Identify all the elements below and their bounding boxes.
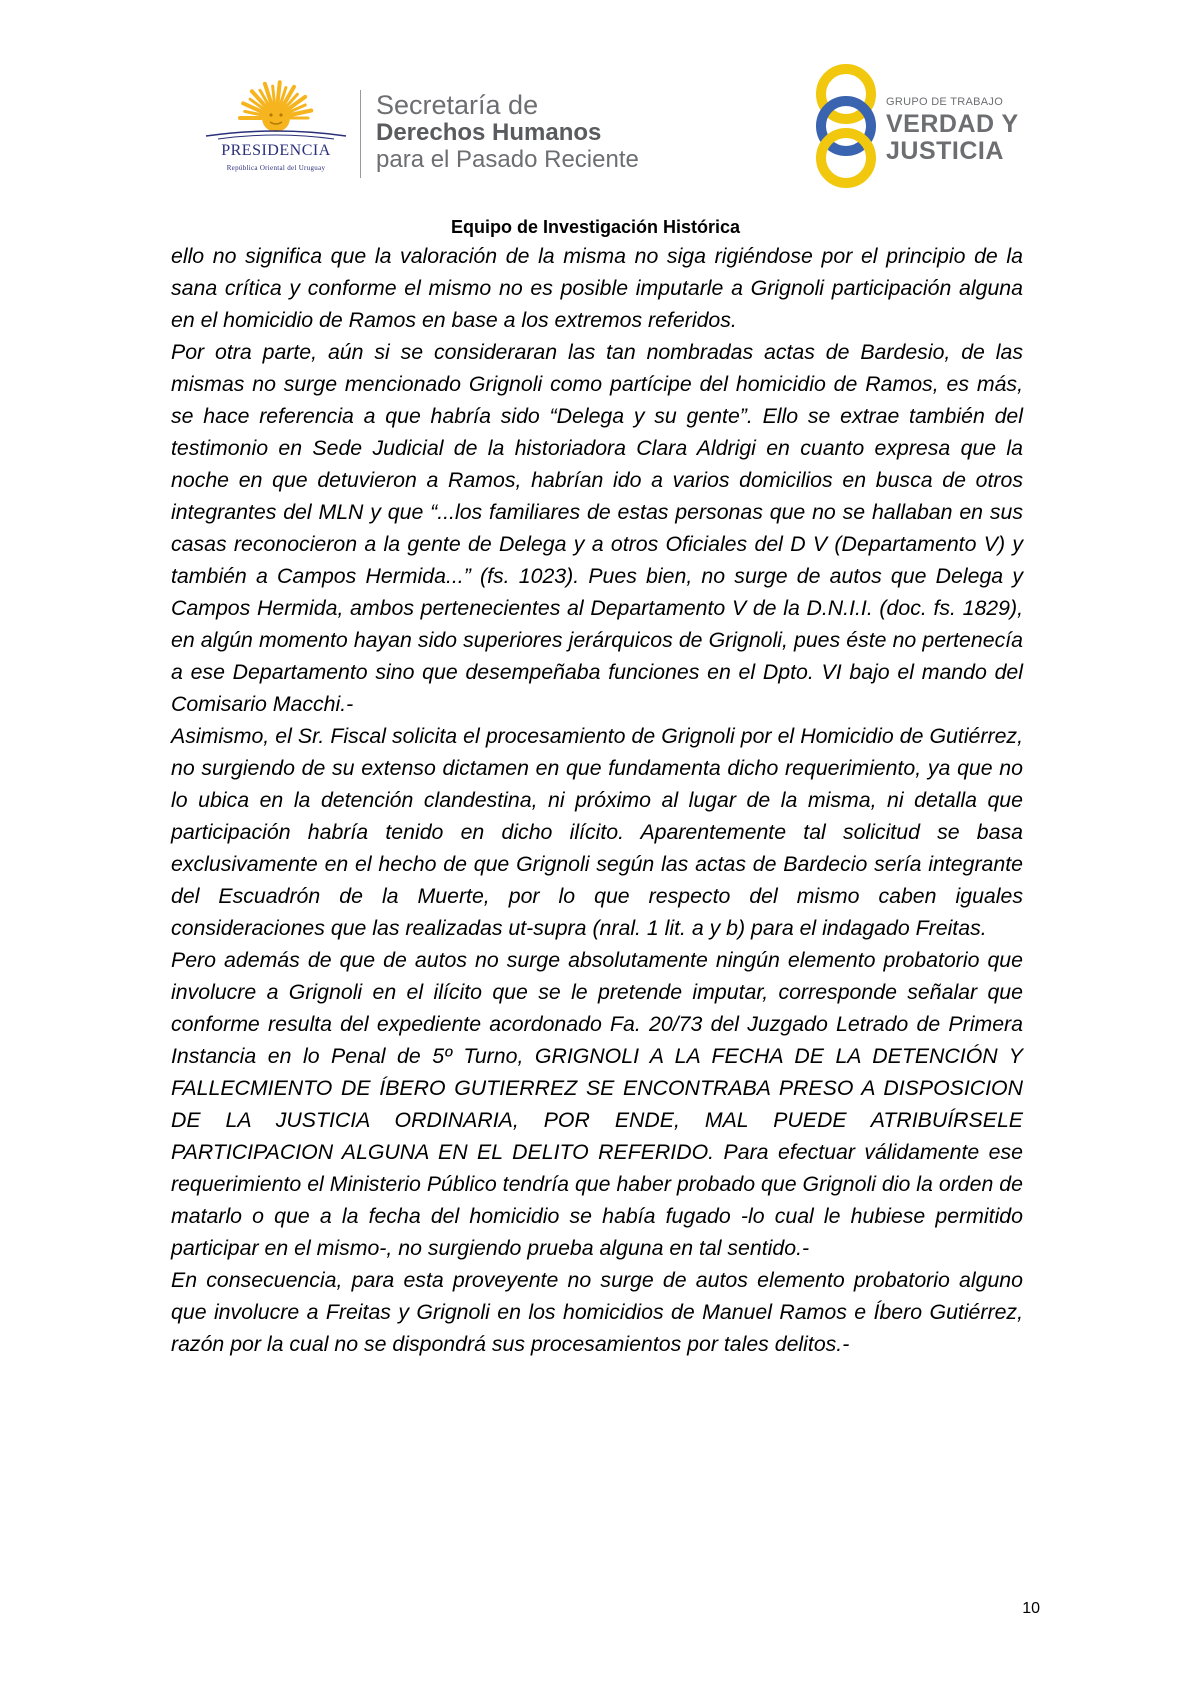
paragraph: Asimismo, el Sr. Fiscal solicita el procesamiento de Grignoli por el Homicidio de Gutiérrez, no surgiendo de su extenso dictamen en que fundamenta dicho requerimiento, ya que no lo ubica en la detención clandestina, ni próximo al lugar de la misma, ni detalla que participación habría tenido en dicho ilícito. Aparentemente tal solicitud se basa exclusivamente en el hecho de que Grignoli según las actas de Bardecio sería integrante del Escuadrón de la Muerte, por lo que respecto del mismo caben iguales consideraciones que las realizadas ut-supra (nral. 1 lit. a y b) para el indagado Freitas.: [171, 724, 1023, 940]
body-text: [171, 240, 1023, 1360]
secretaria-logo-text: [376, 92, 639, 173]
paragraph: Por otra parte, aún si se consideraran las tan nombradas actas de Bardesio, de las mismas no surge mencionado Grignoli como partícipe del homicidio de Ramos, es más, se hace referencia a que habría sido “Delega y su gente”. Ello se extrae también del testimonio en Sede Judicial de la historiadora Clara Aldrigi en cuanto expresa que la noche en que detuvieron a Ramos, habrían ido a varios domicilios en busca de otros integrantes del MLN y que “...los familiares de estas personas que no se hallaban en sus casas reconocieron a la gente de Delega y a otros Oficiales del D V (Departamento V) y también a Campos Hermida...” (fs. 1023). Pues bien, no surge de autos que Delega y Campos Hermida, ambos pertenecientes al Departamento V de la D.N.I.I. (doc. fs. 1829), en algún momento hayan sido superiores jerárquicos de Grignoli, pues éste no pertenecía a ese Departamento sino que desempeñaba funciones en el Dpto. VI bajo el mando del Comisario Macchi.-: [171, 340, 1023, 716]
presidencia-logo: [196, 80, 356, 180]
grupo-label: GRUPO DE TRABAJO: [886, 96, 1004, 108]
paragraph: En consecuencia, para esta proveyente no surge de autos elemento probatorio alguno que involucre a Freitas y Grignoli en los homicidios de Manuel Ramos e Íbero Gutiérrez, razón por la cual no se dispondrá sus procesamientos por tales delitos.-: [171, 1268, 1023, 1356]
secretaria-line3: para el Pasado Reciente: [376, 146, 639, 173]
sun-ray: [273, 86, 275, 103]
interlocked-rings-icon: [808, 60, 888, 190]
secretaria-line1: Secretaría de: [376, 90, 539, 120]
secretaria-line2: Derechos Humanos: [376, 119, 602, 146]
verdad-justicia-logo: [808, 60, 1018, 190]
sun-ray: [278, 82, 280, 103]
verdad-label: VERDAD Y: [886, 110, 1019, 138]
header-divider: [360, 90, 361, 178]
paragraph: Pero además de que de autos no surge absolutamente ningún elemento probatorio que involucre a Grignoli en el ilícito que se le pretende imputar, corresponde señalar que conforme resulta del expediente acordonado Fa. 20/73 del Juzgado Letrado de Primera Instancia en lo Penal de 5º Turno, GRIGNOLI A LA FECHA DE LA DETENCIÓN Y FALLECMIENTO DE ÍBERO GUTIERREZ SE ENCONTRABA PRESO A DISPOSICION DE LA JUSTICIA ORDINARIA, POR ENDE, MAL PUEDE ATRIBUÍRSELE PARTICIPACION ALGUNA EN EL DELITO REFERIDO. Para efectuar válidamente ese requerimiento el Ministerio Público tendría que haber probado que Grignoli dio la orden de matarlo o que a la fecha del homicidio se había fugado -lo cual le hubiese permitido participar en el mismo-, no surgiendo prueba alguna en tal sentido.-: [171, 948, 1023, 1260]
justicia-label: JUSTICIA: [886, 137, 1004, 165]
presidencia-name: PRESIDENCIA: [221, 142, 331, 159]
page-number: 10: [1022, 1600, 1040, 1617]
paragraph: ello no significa que la valoración de la misma no siga rigiéndose por el principio de la sana crítica y conforme el mismo no es posible imputarle a Grignoli participación alguna en el homicidio de Ramos en base a los extremos referidos.: [171, 244, 1023, 332]
team-title: Equipo de Investigación Histórica: [450, 217, 741, 237]
sun-emblem-icon: [196, 80, 356, 142]
presidencia-subtitle: República Oriental del Uruguay: [226, 164, 326, 172]
